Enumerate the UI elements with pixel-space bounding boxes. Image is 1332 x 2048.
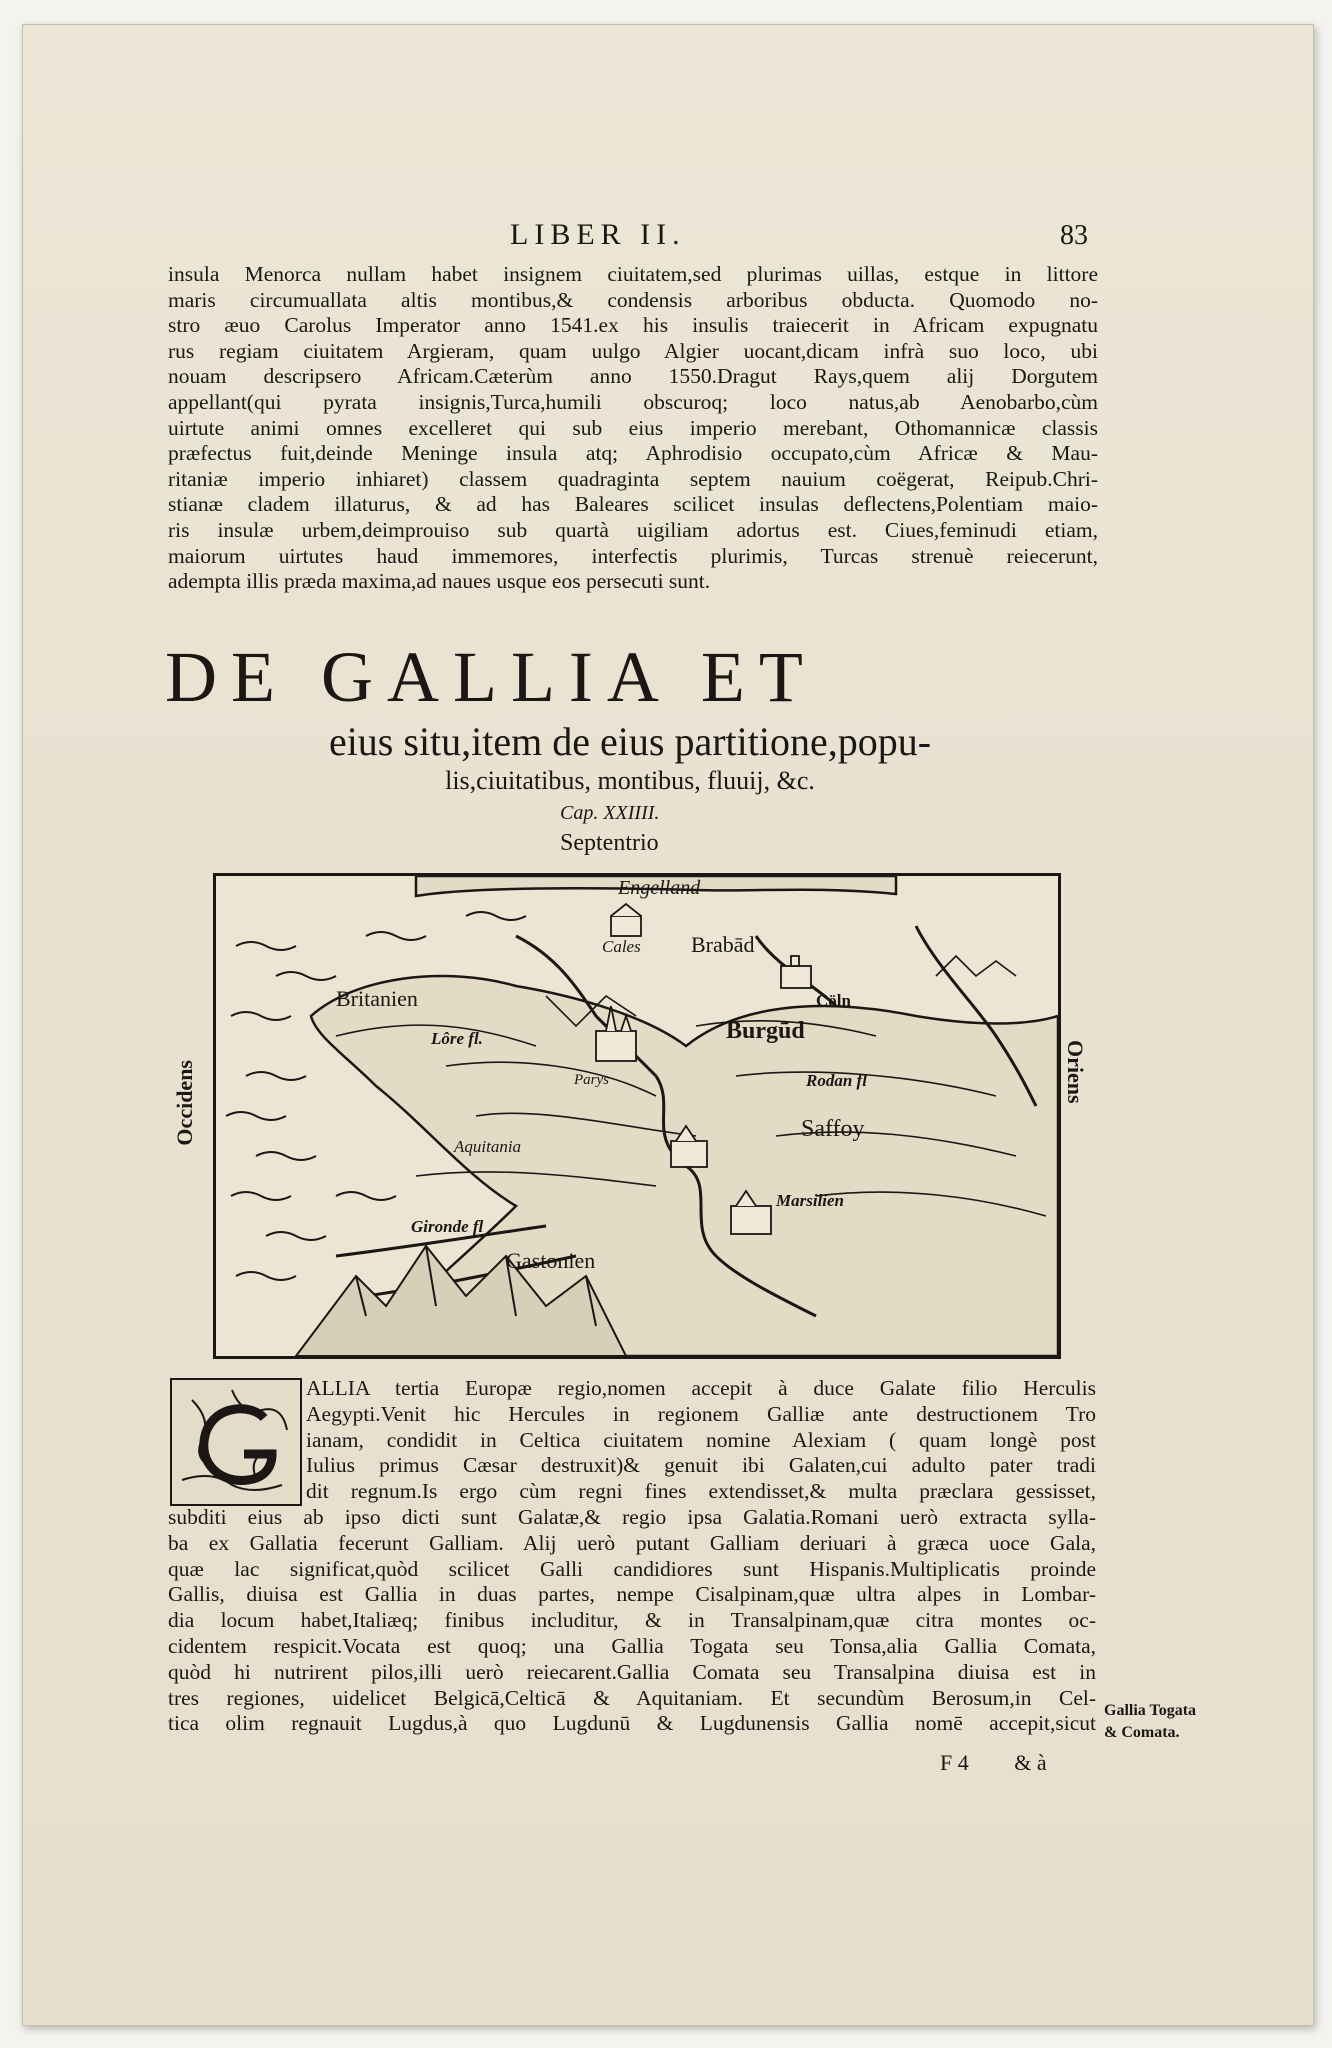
chapter-subtitle-2: lis,ciuitatibus, montibus, fluuij, &c. xyxy=(445,766,815,795)
text-line: dit regnum.Is ergo cùm regni fines extendisset,& multa præclara gessisset, xyxy=(306,1479,1096,1504)
text-line: quæ lac significat,quòd scilicet Galli candidiores sunt Hispanis.Multiplicatis proinde xyxy=(168,1556,1096,1581)
chapter-title: DE GALLIA ET xyxy=(165,637,817,717)
text-line: uirtute animi omnes excelleret qui sub eius imperio merebant, Othomannicæ classis xyxy=(168,415,1098,440)
signature-line xyxy=(940,1750,1100,1776)
margin-note-line: Gallia Togata xyxy=(1104,1702,1197,1719)
text-line: ritaniæ imperio inhiaret) classem quadraginta septem nauium coëgerat, Reipub.Chri- xyxy=(168,466,1098,491)
map-west-label xyxy=(172,1060,212,1190)
text-line: maiorum uirtutes haud immemores, interfectis plurimis, Turcas strenuè reiecerunt, xyxy=(168,543,1098,568)
running-head xyxy=(0,218,1332,258)
text-line: ris insulæ urbem,deimprouiso sub quartà uigiliam adortus est. Ciues,feminudi etiam, xyxy=(168,517,1098,542)
margin-note-line: & Comata. xyxy=(1104,1724,1180,1741)
text-line: ianam, condidit in Celtica ciuitatem nomine Alexiam ( quam longè post xyxy=(306,1427,1096,1452)
text-line: cidentem respicit.Vocata est quoq; una Gallia Togata seu Tonsa,alia Gallia Comata, xyxy=(168,1633,1096,1658)
place-rodan: Rodan fl xyxy=(806,1071,867,1090)
place-coln: Cöln xyxy=(816,991,851,1010)
place-lore: Lôre fl. xyxy=(431,1029,483,1048)
map-east-label xyxy=(1062,1040,1102,1150)
text-line: insula Menorca nullam habet insignem ciuitatem,sed plurimas uillas, estque in littore xyxy=(168,262,1098,286)
catchword: & à xyxy=(1014,1750,1047,1775)
place-burgud: Burgūd xyxy=(726,1018,805,1044)
text-line: Gallis, diuisa est Gallia in duas partes, nempe Cisalpinam,quæ ultra alpes in Lombar- xyxy=(168,1582,1096,1607)
text-line: subditi eius ab ipso dicti sunt Galatæ,& regio ipsa Galatia.Romani uerò extracta sylla- xyxy=(168,1504,1096,1529)
text-line: tica olim regnauit Lugdus,à quo Lugdunū & Lugdunensis Gallia nomē accepit,sicut xyxy=(168,1711,1096,1736)
woodcut-map xyxy=(213,873,1061,1359)
text-line: ba ex Gallatia fecerunt Galliam. Alij uerò putant Galliam deriuari à græca uoce Gala, xyxy=(168,1530,1096,1555)
text-line: ALLIA tertia Europæ regio,nomen accepit à duce Galate filio Herculis xyxy=(306,1376,1096,1400)
text-line-last: adempta illis præda maxima,ad naues usque eos persecuti sunt. xyxy=(168,569,711,594)
place-marsilien: Marsilien xyxy=(776,1191,845,1210)
east-label-text: Oriens xyxy=(1063,1040,1088,1104)
place-britanien: Britanien xyxy=(336,986,418,1011)
place-cales: Cales xyxy=(602,937,641,956)
chapter-number: Cap. XXIIII. xyxy=(560,802,660,824)
folio-number: 83 xyxy=(1060,220,1088,251)
place-parys: Parys xyxy=(574,1072,609,1088)
text-line: maris circumuallata altis montibus,& condensis arboribus obducta. Quomodo no- xyxy=(168,287,1098,312)
text-line: stro æuo Carolus Imperator anno 1541.ex his insulis traiecerit in Africam expugnatu xyxy=(168,313,1098,338)
running-title: LIBER II. xyxy=(510,218,686,251)
place-saffoy: Saffoy xyxy=(801,1116,865,1142)
text-line: appellant(qui pyrata insignis,Turca,humili obscuroq; loco natus,ab Aenobarbo,cùm xyxy=(168,389,1098,414)
map-illustration xyxy=(216,876,1058,1356)
place-aquitania: Aquitania xyxy=(454,1137,522,1156)
upper-text-block xyxy=(168,262,1098,595)
text-line: rus regiam ciuitatem Argieram, quam uulgo Algier uocant,dicam infrà suo loco, ubi xyxy=(168,338,1098,363)
lower-text-block xyxy=(168,1376,1096,1737)
place-gironde: Gironde fl xyxy=(411,1217,484,1236)
text-line: nouam descripsero Africam.Cæterùm anno 1550.Dragut Rays,quem alij Dorgutem xyxy=(168,364,1098,389)
west-label-text: Occidens xyxy=(172,1060,197,1146)
place-gastonien: Gastonien xyxy=(506,1248,596,1273)
text-line: Iulius primus Cæsar destruxit)& genuit ibi Galaten,cui adulto pater tradi xyxy=(306,1453,1096,1478)
margin-note xyxy=(1104,1700,1234,1744)
text-line: dia locum habet,Italiæq; finibus includitur, & in Transalpinam,quæ citra montes oc- xyxy=(168,1608,1096,1633)
chapter-subtitle-1: eius situ,item de eius partitione,popu- xyxy=(328,719,932,764)
text-line: præfectus fuit,deinde Meninge insula atq; Aphrodisio occupato,cùm Africæ & Mau- xyxy=(168,441,1098,466)
text-line: Aegypti.Venit hic Hercules in regionem Galliæ ante destructionem Tro xyxy=(306,1401,1096,1426)
signature-mark: F 4 xyxy=(940,1750,969,1775)
place-engelland: Engelland xyxy=(618,877,701,899)
map-north-label: Septentrio xyxy=(560,830,659,856)
text-line: quòd hi nutrirent pilos,illi uerò reiecarent.Gallia Comata seu Transalpina diuisa est in xyxy=(168,1659,1096,1684)
text-line: tres regiones, uidelicet Belgicā,Celticā & Aquitaniam. Et secundùm Berosum,in Cel- xyxy=(168,1685,1096,1710)
text-line: stianæ cladem illaturus, & ad has Baleares scilicet insulas deflectens,Polentiam maio- xyxy=(168,492,1098,517)
place-brabad: Brabād xyxy=(691,932,755,957)
